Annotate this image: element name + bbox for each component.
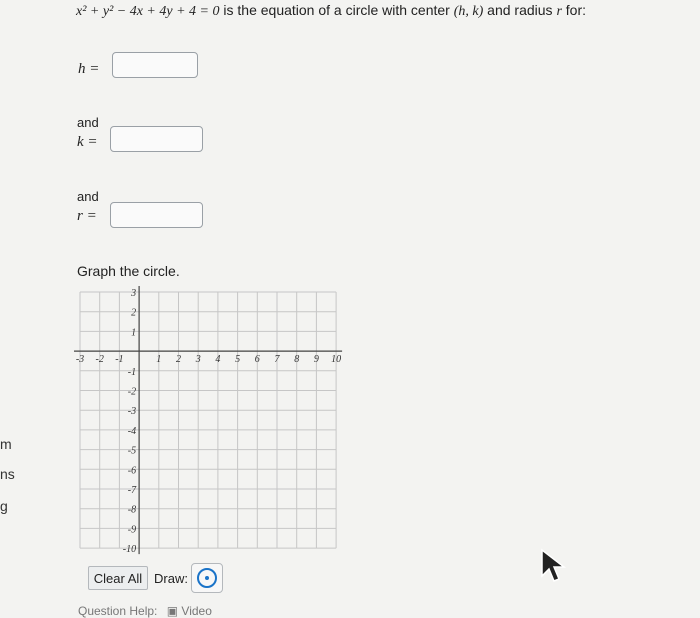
h-input[interactable] (112, 52, 198, 78)
question-text (76, 2, 586, 20)
mouse-pointer-icon (540, 548, 566, 584)
radius-variable: r (556, 4, 562, 19)
y-tick-label: -1 (127, 366, 137, 378)
question-and: and radius (483, 2, 557, 18)
y-tick-label: -4 (127, 425, 137, 437)
sidebar-item-2[interactable]: ns (0, 466, 15, 482)
x-tick-label: 5 (235, 354, 241, 366)
x-tick-label: 10 (331, 354, 342, 366)
y-tick-labels (123, 288, 137, 555)
y-tick-label: -8 (127, 504, 137, 516)
equation: x² + y² − 4x + 4y + 4 = 0 (76, 4, 220, 19)
sidebar-item-3[interactable]: g (0, 498, 8, 514)
r-input[interactable] (110, 202, 203, 228)
y-tick-label: -5 (127, 445, 137, 457)
x-tick-labels (76, 354, 341, 365)
k-label: k = (77, 134, 98, 150)
coordinate-grid[interactable] (70, 282, 360, 564)
grid-lines (80, 292, 336, 548)
x-tick-label: 1 (156, 354, 162, 366)
x-tick-label: 7 (274, 354, 280, 366)
circle-tool-icon (197, 568, 217, 588)
center-notation: (h, k) (453, 4, 484, 19)
video-icon: ▣ (166, 604, 179, 618)
x-tick-label: 3 (195, 354, 201, 366)
y-tick-label: -10 (122, 544, 137, 556)
y-tick-label: 1 (131, 327, 137, 339)
y-tick-label: 3 (131, 288, 137, 299)
clear-all-button[interactable]: Clear All (88, 566, 148, 590)
h-label: h = (78, 61, 100, 77)
y-tick-label: -2 (127, 386, 137, 398)
y-tick-label: -7 (127, 485, 137, 496)
x-tick-label: 9 (313, 354, 319, 366)
k-input[interactable] (110, 126, 203, 152)
r-label: r = (77, 208, 97, 224)
x-tick-label: 6 (254, 354, 260, 366)
y-tick-label: -9 (127, 524, 137, 536)
x-tick-label: 4 (215, 354, 221, 366)
video-link[interactable]: Video (181, 604, 212, 618)
x-tick-label: -1 (115, 354, 124, 366)
r-and-text: and (77, 189, 99, 204)
question-help-link[interactable]: Question Help: (78, 604, 158, 618)
x-tick-label: -3 (75, 354, 85, 366)
x-tick-label: -2 (95, 354, 104, 366)
graph-title: Graph the circle. (77, 263, 180, 279)
y-tick-label: -6 (127, 465, 137, 477)
question-end: for: (561, 2, 587, 18)
x-tick-label: 8 (294, 354, 300, 366)
y-tick-label: 2 (131, 307, 137, 319)
axes (74, 286, 342, 554)
y-tick-label: -3 (127, 406, 137, 418)
x-tick-label: 2 (176, 354, 181, 366)
draw-label: Draw: (154, 571, 188, 586)
k-and-text: and (77, 115, 99, 130)
sidebar-item-1[interactable]: m (0, 436, 12, 452)
question-mid: is the equation of a circle with center (219, 2, 454, 18)
draw-circle-tool-button[interactable] (191, 563, 223, 593)
